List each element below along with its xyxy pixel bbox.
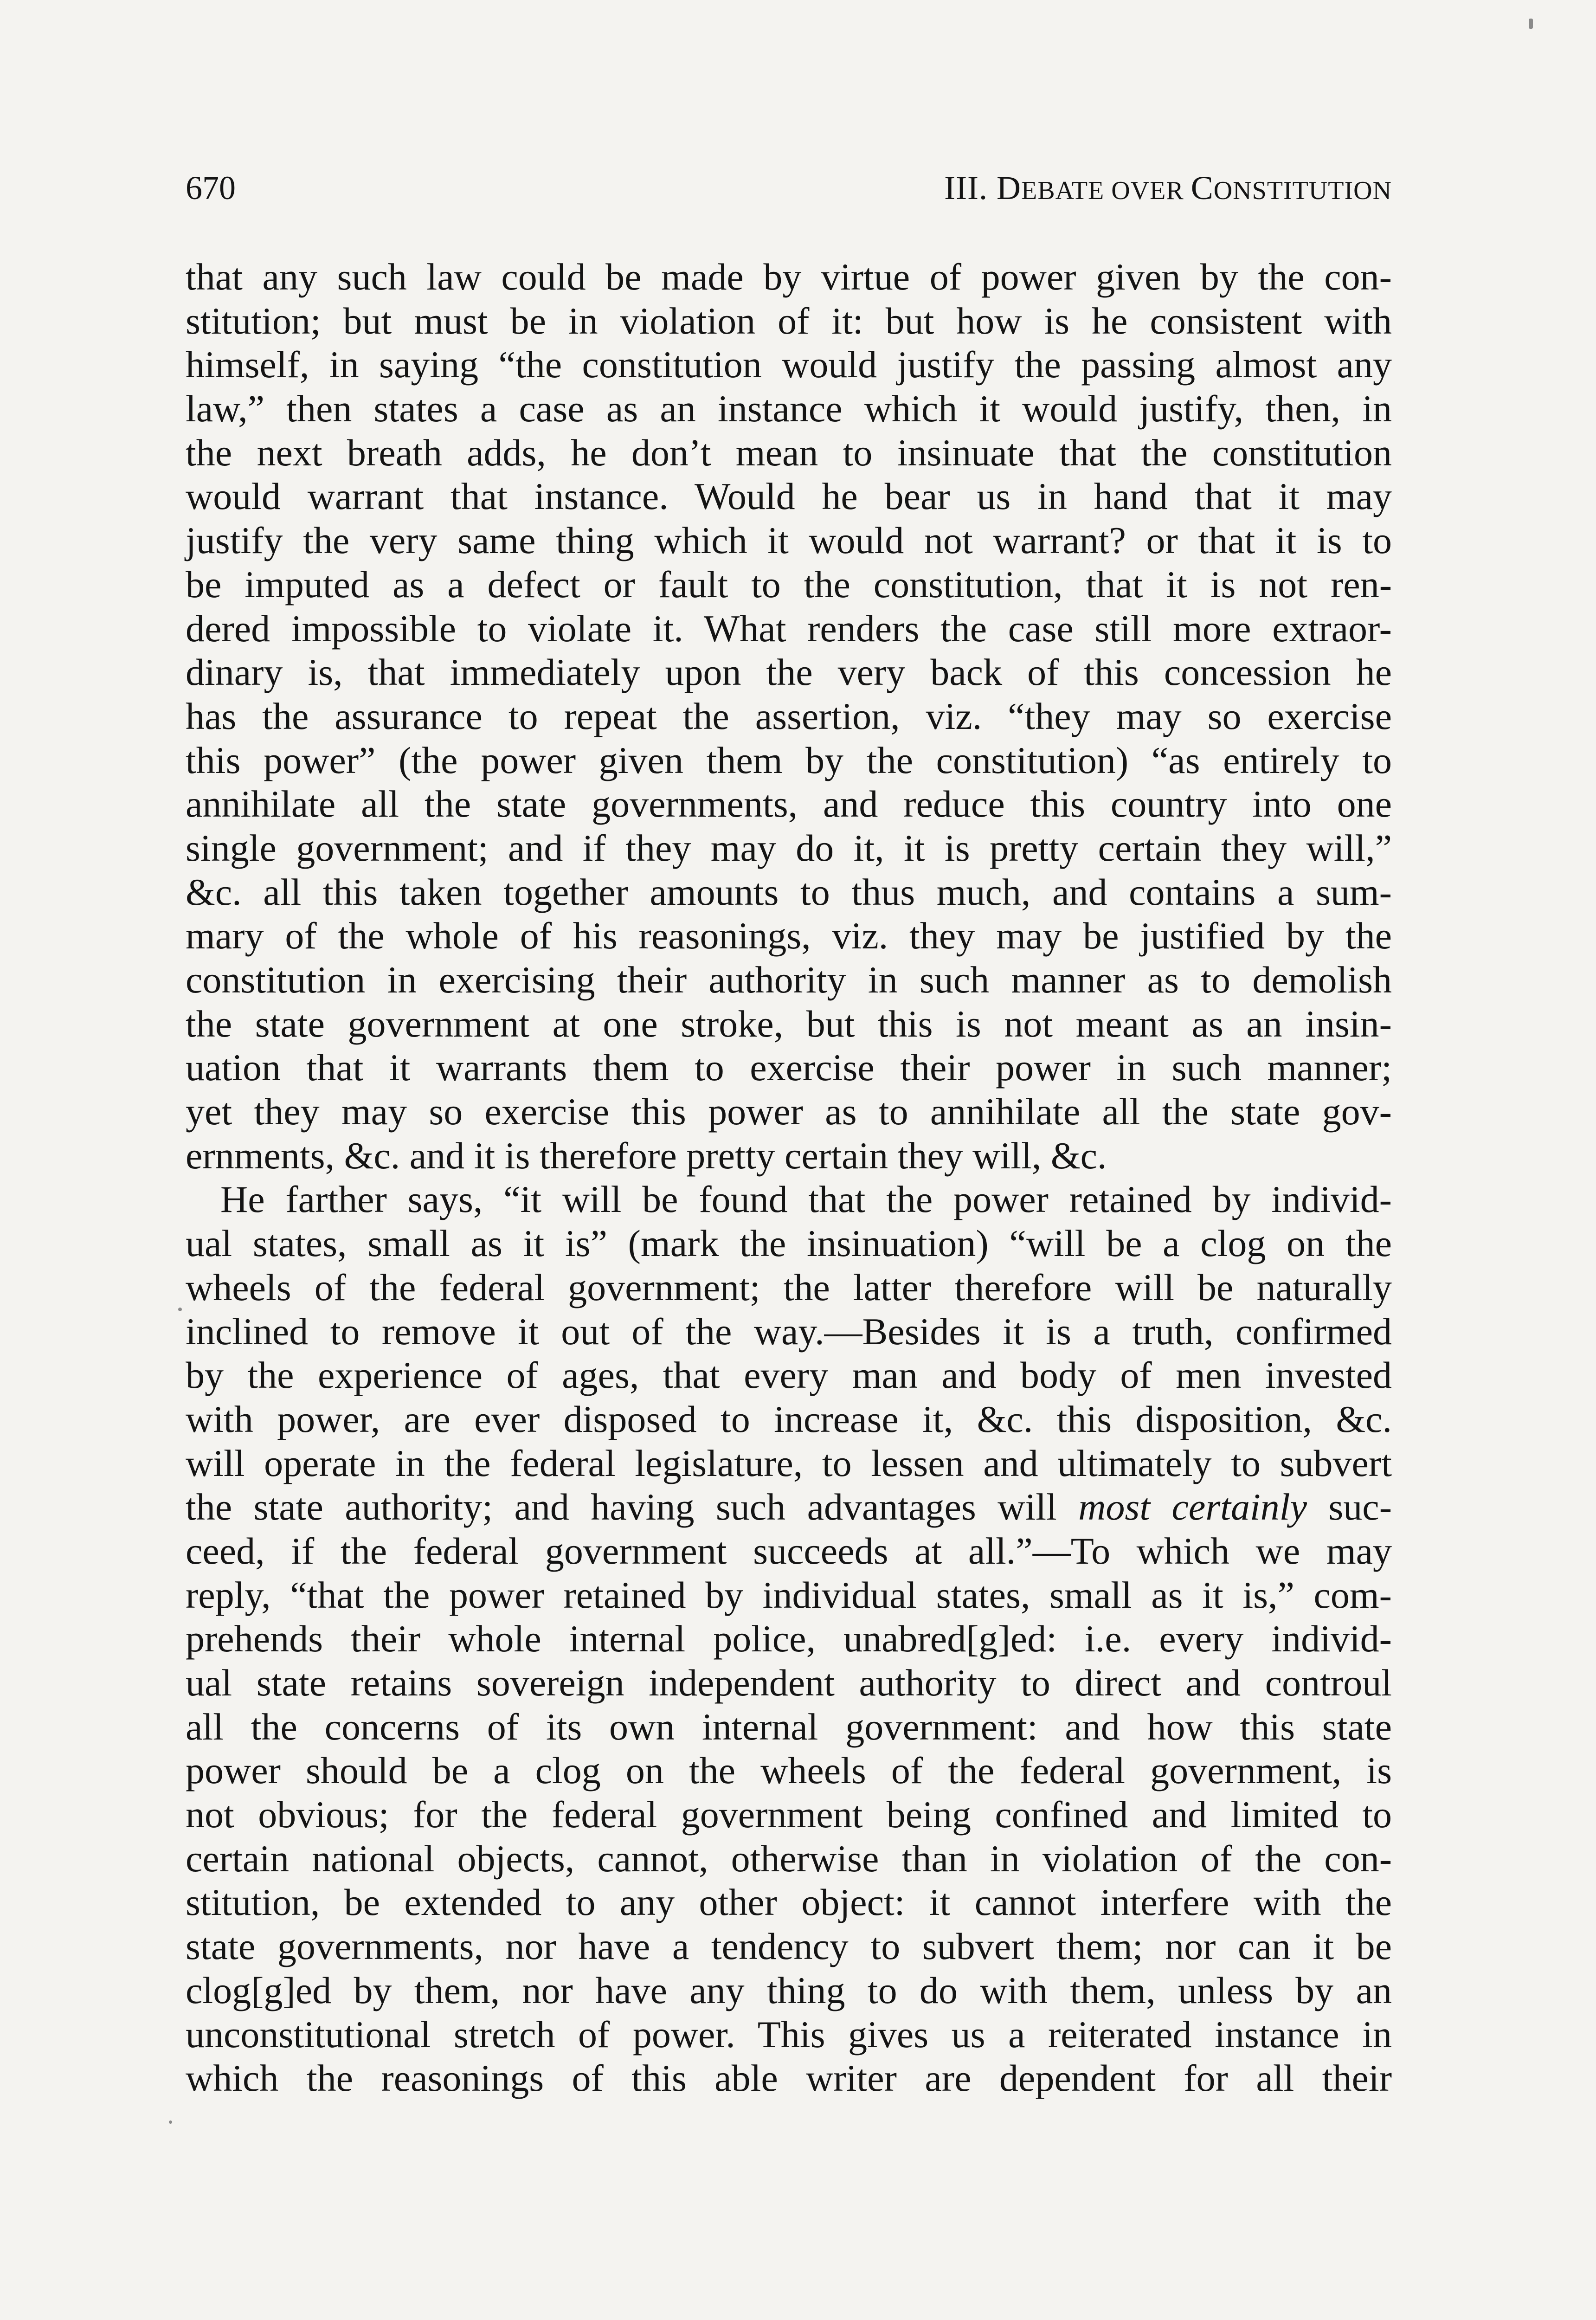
paragraph-1 <box>186 255 1392 1178</box>
paragraph-2 <box>186 1178 1392 2100</box>
scan-speck <box>178 1308 182 1311</box>
scan-speck <box>1529 19 1533 29</box>
text-line: dered impossible to violate it. What renders the case still more extraor- <box>186 607 1392 650</box>
text-line: justify the very same thing which it would not warrant? or that it is to <box>186 519 1392 562</box>
text-line: &c. all this taken together amounts to thus much, and contains a sum- <box>186 870 1392 913</box>
italic-emphasis: most certainly <box>1078 1486 1307 1528</box>
text-line: He farther says, “it will be found that the power retained by individ- <box>220 1178 1392 1221</box>
text-line: the next breath adds, he don’t mean to insinuate that the constitution <box>186 431 1392 474</box>
text-line: dinary is, that immediately upon the very back of this concession he <box>186 651 1392 694</box>
text-line: would warrant that instance. Would he bear us in hand that it may <box>186 475 1392 518</box>
running-head <box>186 167 1392 209</box>
text-line: single government; and if they may do it, it is pretty certain they will,” <box>186 826 1392 869</box>
text-line: has the assurance to repeat the assertion, viz. “they may so exercise <box>186 695 1392 737</box>
text-line: certain national objects, cannot, otherwise than in violation of the con- <box>186 1837 1392 1880</box>
text-line: state governments, nor have a tendency to subvert them; nor can it be <box>186 1925 1392 1968</box>
text-line: that any such law could be made by virtue of power given by the con- <box>186 256 1392 298</box>
text-line: by the experience of ages, that every man and body of men invested <box>186 1354 1392 1397</box>
text-line: stitution; but must be in violation of it: but how is he consistent with <box>186 299 1392 342</box>
text-line: ernments, &c. and it is therefore pretty certain they will, &c. <box>186 1134 1107 1177</box>
text-line: yet they may so exercise this power as to annihilate all the state gov- <box>186 1090 1392 1133</box>
text-line: prehends their whole internal police, unabred[g]ed: i.e. every individ- <box>186 1618 1392 1660</box>
text-line: not obvious; for the federal government being confined and limited to <box>186 1793 1392 1836</box>
section-title: III. DEBATE OVER CONSTITUTION <box>944 169 1392 206</box>
text-line: which the reasonings of this able writer are dependent for all their <box>186 2057 1392 2100</box>
text-line: clog[g]ed by them, nor have any thing to do with them, unless by an <box>186 1969 1392 2011</box>
text-line: power should be a clog on the wheels of the federal government, is <box>186 1749 1392 1792</box>
text-line: mary of the whole of his reasonings, viz. they may be justified by the <box>186 915 1392 957</box>
text-line: wheels of the federal government; the latter therefore will be naturally <box>186 1266 1392 1308</box>
text-line: annihilate all the state governments, and reduce this country into one <box>186 783 1392 825</box>
text-line: be imputed as a defect or fault to the constitution, that it is not ren- <box>186 563 1392 606</box>
text-line: reply, “that the power retained by individual states, small as it is,” com- <box>186 1573 1392 1616</box>
text-line: this power” (the power given them by the constitution) “as entirely to <box>186 739 1392 781</box>
text-line: stitution, be extended to any other object: it cannot interfere with the <box>186 1881 1392 1924</box>
text-line: law,” then states a case as an instance which it would justify, then, in <box>186 387 1392 430</box>
text-line: inclined to remove it out of the way.—Besides it is a truth, confirmed <box>186 1310 1392 1353</box>
text-line: uation that it warrants them to exercise their power in such manner; <box>186 1046 1392 1089</box>
text-line: ual state retains sovereign independent authority to direct and controul <box>186 1662 1392 1704</box>
text-line: ual states, small as it is” (mark the insinuation) “will be a clog on the <box>186 1222 1392 1265</box>
text-line: constitution in exercising their authority in such manner as to demolish <box>186 959 1392 1001</box>
text-line: will operate in the federal legislature, to lessen and ultimately to subvert <box>186 1442 1392 1484</box>
text-line: ceed, if the federal government succeeds at all.”—To which we may <box>186 1529 1392 1572</box>
text-line: the state government at one stroke, but this is not meant as an insin- <box>186 1002 1392 1045</box>
scan-speck <box>169 2120 172 2124</box>
text-line: with power, are ever disposed to increase it, &c. this disposition, &c. <box>186 1398 1392 1440</box>
text-line: all the concerns of its own internal government: and how this state <box>186 1705 1392 1748</box>
body-text <box>186 255 1392 2101</box>
page-number: 670 <box>186 169 236 206</box>
text-line: himself, in saying “the constitution would justify the passing almost any <box>186 343 1392 386</box>
text-line-with-italic: the state authority; and having such advantages will most certainly suc- <box>186 1486 1392 1528</box>
text-line: unconstitutional stretch of power. This gives us a reiterated instance in <box>186 2013 1392 2056</box>
